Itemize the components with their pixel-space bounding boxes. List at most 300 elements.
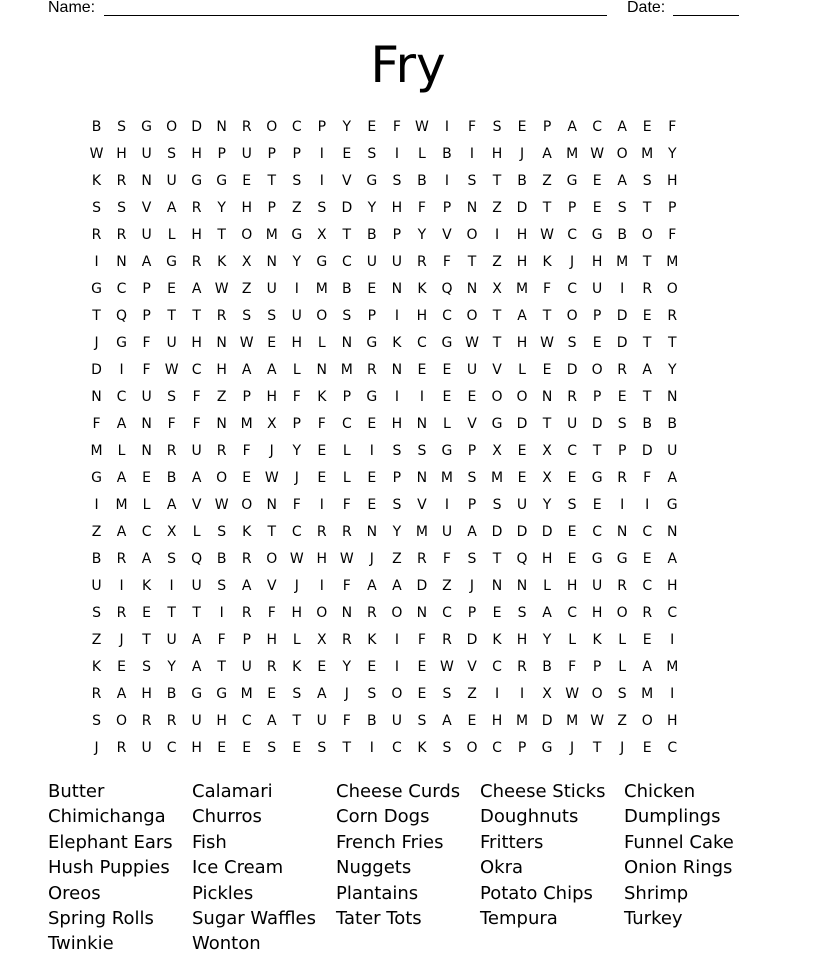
grid-letter[interactable]: I (394, 658, 399, 675)
grid-letter[interactable]: J (369, 550, 374, 567)
grid-letter[interactable]: A (191, 631, 202, 648)
grid-letter[interactable]: E (642, 631, 652, 648)
grid-letter[interactable]: S (167, 145, 177, 162)
grid-letter[interactable]: U (592, 280, 603, 297)
grid-letter[interactable]: N (416, 469, 428, 486)
grid-letter[interactable]: U (191, 442, 202, 459)
grid-letter[interactable]: V (417, 496, 427, 513)
grid-letter[interactable]: M (340, 361, 353, 378)
grid-letter[interactable]: N (266, 496, 277, 513)
grid-letter[interactable]: E (367, 469, 377, 486)
grid-letter[interactable]: U (391, 253, 403, 270)
grid-letter[interactable]: T (592, 739, 602, 756)
grid-letter[interactable]: B (367, 712, 377, 729)
grid-letter[interactable]: U (441, 523, 453, 540)
grid-letter[interactable]: K (91, 658, 102, 675)
grid-letter[interactable]: S (467, 550, 477, 567)
grid-letter[interactable]: W (415, 118, 429, 135)
grid-letter[interactable]: D (541, 523, 553, 540)
grid-letter[interactable]: C (191, 361, 202, 378)
grid-letter[interactable]: T (342, 226, 352, 243)
grid-letter[interactable]: O (241, 226, 253, 243)
grid-letter[interactable]: T (642, 388, 652, 405)
grid-letter[interactable]: S (442, 685, 452, 702)
grid-letter[interactable]: T (142, 631, 151, 648)
grid-letter[interactable]: R (141, 712, 152, 729)
grid-letter[interactable]: I (319, 577, 324, 594)
grid-letter[interactable]: M (240, 415, 253, 432)
grid-letter[interactable]: T (217, 658, 226, 675)
grid-letter[interactable]: Z (291, 199, 302, 216)
grid-letter[interactable]: A (667, 550, 678, 567)
grid-letter[interactable]: F (417, 199, 426, 216)
grid-letter[interactable]: R (266, 658, 277, 675)
grid-letter[interactable]: U (141, 226, 152, 243)
grid-letter[interactable]: M (415, 523, 428, 540)
grid-letter[interactable]: E (367, 118, 377, 135)
grid-letter[interactable]: O (641, 226, 653, 243)
grid-letter[interactable]: T (642, 334, 652, 351)
grid-letter[interactable]: T (642, 253, 652, 270)
grid-letter[interactable]: P (392, 226, 402, 243)
grid-letter[interactable]: P (242, 388, 251, 405)
grid-letter[interactable]: U (191, 577, 202, 594)
grid-letter[interactable]: L (568, 631, 577, 648)
grid-letter[interactable]: G (141, 118, 152, 135)
grid-letter[interactable]: E (267, 334, 277, 351)
grid-letter[interactable]: I (169, 577, 174, 594)
grid-letter[interactable]: H (666, 712, 678, 729)
grid-letter[interactable]: X (492, 280, 502, 297)
grid-letter[interactable]: W (339, 550, 354, 567)
grid-letter[interactable]: H (591, 253, 603, 270)
grid-letter[interactable]: C (492, 739, 502, 756)
grid-letter[interactable]: R (617, 469, 628, 486)
grid-letter[interactable]: R (91, 226, 102, 243)
grid-letter[interactable]: W (540, 226, 554, 243)
grid-letter[interactable]: G (116, 334, 127, 351)
grid-letter[interactable]: P (242, 631, 251, 648)
grid-letter[interactable]: F (342, 712, 351, 729)
grid-letter[interactable]: Y (542, 631, 552, 648)
grid-letter[interactable]: I (444, 118, 450, 135)
grid-letter[interactable]: S (242, 307, 252, 324)
grid-letter[interactable]: L (518, 361, 526, 378)
grid-letter[interactable]: E (642, 118, 652, 135)
grid-letter[interactable]: M (516, 280, 529, 297)
grid-letter[interactable]: G (291, 226, 303, 243)
grid-letter[interactable]: Y (342, 658, 352, 675)
grid-letter[interactable]: T (467, 253, 477, 270)
grid-letter[interactable]: A (542, 604, 552, 621)
grid-letter[interactable]: N (316, 361, 328, 378)
grid-letter[interactable]: Y (417, 226, 427, 243)
grid-letter[interactable]: K (141, 577, 152, 594)
grid-letter[interactable]: W (565, 685, 580, 702)
grid-letter[interactable]: C (116, 280, 127, 297)
grid-letter[interactable]: E (217, 739, 227, 756)
grid-letter[interactable]: E (542, 361, 552, 378)
grid-letter[interactable]: P (342, 388, 352, 405)
grid-letter[interactable]: C (667, 739, 678, 756)
grid-letter[interactable]: L (418, 145, 426, 162)
grid-letter[interactable]: S (492, 118, 502, 135)
grid-letter[interactable]: I (620, 280, 625, 297)
grid-letter[interactable]: A (517, 307, 527, 324)
grid-letter[interactable]: I (444, 172, 450, 189)
grid-letter[interactable]: L (443, 415, 451, 432)
grid-letter[interactable]: B (417, 172, 427, 189)
grid-letter[interactable]: G (366, 334, 378, 351)
grid-letter[interactable]: O (466, 226, 478, 243)
name-blank-line[interactable] (104, 15, 607, 16)
grid-letter[interactable]: L (292, 361, 301, 378)
grid-letter[interactable]: C (392, 739, 402, 756)
grid-letter[interactable]: H (266, 388, 277, 405)
grid-letter[interactable]: M (516, 712, 529, 729)
grid-letter[interactable]: S (617, 415, 627, 432)
grid-letter[interactable]: U (91, 577, 102, 594)
grid-letter[interactable]: C (442, 604, 452, 621)
grid-letter[interactable]: A (642, 361, 652, 378)
grid-letter[interactable]: E (517, 442, 527, 459)
grid-letter[interactable]: N (141, 172, 152, 189)
grid-letter[interactable]: R (116, 226, 127, 243)
grid-letter[interactable]: C (341, 253, 352, 270)
grid-letter[interactable]: G (366, 388, 378, 405)
grid-letter[interactable]: S (392, 172, 402, 189)
grid-letter[interactable]: P (142, 307, 151, 324)
grid-letter[interactable]: V (442, 226, 452, 243)
grid-letter[interactable]: C (567, 226, 577, 243)
grid-letter[interactable]: L (292, 631, 301, 648)
grid-letter[interactable]: J (570, 253, 575, 270)
grid-letter[interactable]: H (291, 604, 303, 621)
grid-letter[interactable]: H (241, 199, 252, 216)
grid-letter[interactable]: T (192, 604, 201, 621)
grid-letter[interactable]: I (444, 496, 450, 513)
grid-letter[interactable]: H (566, 577, 578, 594)
grid-letter[interactable]: A (166, 496, 177, 513)
grid-letter[interactable]: D (341, 199, 353, 216)
grid-letter[interactable]: T (167, 307, 176, 324)
grid-letter[interactable]: O (391, 685, 403, 702)
grid-letter[interactable]: S (567, 496, 577, 513)
grid-letter[interactable]: P (542, 118, 552, 135)
grid-letter[interactable]: I (119, 361, 124, 378)
grid-letter[interactable]: O (591, 685, 603, 702)
grid-letter[interactable]: U (566, 415, 578, 432)
grid-letter[interactable]: P (392, 469, 402, 486)
grid-letter[interactable]: O (266, 550, 278, 567)
grid-letter[interactable]: T (292, 712, 302, 729)
grid-letter[interactable]: G (166, 253, 178, 270)
grid-letter[interactable]: F (142, 334, 151, 351)
grid-letter[interactable]: E (492, 604, 502, 621)
grid-letter[interactable]: H (591, 604, 603, 621)
grid-letter[interactable]: S (317, 199, 327, 216)
grid-letter[interactable]: Y (392, 523, 402, 540)
grid-letter[interactable]: J (570, 739, 575, 756)
grid-letter[interactable]: S (167, 550, 177, 567)
grid-letter[interactable]: H (491, 712, 503, 729)
grid-letter[interactable]: B (642, 415, 652, 432)
grid-letter[interactable]: V (342, 172, 352, 189)
grid-letter[interactable]: W (89, 145, 104, 162)
grid-letter[interactable]: Z (392, 550, 402, 567)
grid-letter[interactable]: R (567, 388, 577, 405)
grid-letter[interactable]: H (516, 253, 528, 270)
grid-letter[interactable]: I (369, 739, 374, 756)
grid-letter[interactable]: R (316, 523, 327, 540)
grid-letter[interactable]: O (616, 604, 628, 621)
grid-letter[interactable]: X (166, 523, 177, 540)
grid-letter[interactable]: F (142, 361, 151, 378)
grid-letter[interactable]: R (116, 604, 127, 621)
grid-letter[interactable]: S (317, 739, 327, 756)
grid-letter[interactable]: K (317, 388, 327, 405)
grid-letter[interactable]: E (342, 145, 352, 162)
grid-letter[interactable]: O (566, 307, 578, 324)
grid-letter[interactable]: R (667, 307, 678, 324)
grid-letter[interactable]: U (592, 577, 603, 594)
grid-letter[interactable]: P (467, 496, 477, 513)
grid-letter[interactable]: R (617, 577, 628, 594)
grid-letter[interactable]: H (416, 307, 428, 324)
grid-letter[interactable]: S (217, 523, 227, 540)
grid-letter[interactable]: E (567, 469, 577, 486)
grid-letter[interactable]: M (265, 226, 278, 243)
grid-letter[interactable]: R (341, 631, 352, 648)
grid-letter[interactable]: S (292, 685, 302, 702)
grid-letter[interactable]: C (592, 118, 603, 135)
grid-letter[interactable]: S (392, 442, 402, 459)
grid-letter[interactable]: P (267, 145, 276, 162)
grid-letter[interactable]: T (492, 334, 502, 351)
grid-letter[interactable]: C (116, 388, 127, 405)
grid-letter[interactable]: I (419, 388, 424, 405)
grid-letter[interactable]: K (91, 172, 102, 189)
grid-letter[interactable]: W (440, 658, 454, 675)
grid-letter[interactable]: I (319, 145, 324, 162)
grid-letter[interactable]: I (494, 226, 500, 243)
grid-letter[interactable]: I (94, 496, 99, 513)
grid-letter[interactable]: D (516, 415, 528, 432)
grid-letter[interactable]: K (417, 739, 427, 756)
grid-letter[interactable]: C (141, 523, 152, 540)
grid-letter[interactable]: X (241, 253, 252, 270)
grid-letter[interactable]: E (242, 469, 252, 486)
grid-letter[interactable]: N (341, 334, 353, 351)
grid-letter[interactable]: E (567, 523, 577, 540)
grid-letter[interactable]: D (91, 361, 102, 378)
grid-letter[interactable]: E (592, 334, 602, 351)
grid-letter[interactable]: P (292, 145, 301, 162)
grid-letter[interactable]: S (267, 739, 277, 756)
grid-letter[interactable]: B (216, 550, 227, 567)
grid-letter[interactable]: N (416, 604, 428, 621)
grid-letter[interactable]: J (294, 469, 299, 486)
grid-letter[interactable]: N (141, 415, 152, 432)
grid-letter[interactable]: R (91, 685, 102, 702)
grid-letter[interactable]: M (666, 253, 679, 270)
grid-letter[interactable]: B (542, 658, 552, 675)
grid-letter[interactable]: C (492, 658, 502, 675)
grid-letter[interactable]: E (292, 739, 302, 756)
grid-letter[interactable]: S (117, 118, 126, 135)
grid-letter[interactable]: N (516, 577, 528, 594)
grid-letter[interactable]: H (316, 550, 328, 567)
grid-letter[interactable]: F (417, 631, 426, 648)
grid-letter[interactable]: R (642, 280, 653, 297)
grid-letter[interactable]: C (291, 118, 302, 135)
grid-letter[interactable]: F (217, 631, 226, 648)
grid-letter[interactable]: Y (667, 361, 677, 378)
grid-letter[interactable]: A (191, 469, 202, 486)
grid-letter[interactable]: D (516, 523, 528, 540)
grid-letter[interactable]: I (319, 496, 324, 513)
grid-letter[interactable]: F (392, 118, 401, 135)
grid-letter[interactable]: R (216, 442, 227, 459)
grid-letter[interactable]: B (667, 415, 678, 432)
grid-letter[interactable]: H (191, 334, 202, 351)
grid-letter[interactable]: R (166, 442, 177, 459)
grid-letter[interactable]: R (116, 739, 127, 756)
grid-letter[interactable]: J (269, 442, 274, 459)
grid-letter[interactable]: O (466, 739, 478, 756)
grid-letter[interactable]: L (167, 226, 176, 243)
grid-letter[interactable]: H (216, 712, 227, 729)
grid-letter[interactable]: C (642, 523, 653, 540)
grid-letter[interactable]: O (316, 307, 328, 324)
grid-letter[interactable]: T (542, 199, 552, 216)
grid-letter[interactable]: N (266, 253, 277, 270)
grid-letter[interactable]: M (315, 280, 328, 297)
grid-letter[interactable]: M (566, 145, 579, 162)
grid-letter[interactable]: G (491, 415, 503, 432)
grid-letter[interactable]: I (219, 604, 224, 621)
grid-letter[interactable]: H (191, 739, 202, 756)
grid-letter[interactable]: O (666, 280, 678, 297)
grid-letter[interactable]: H (491, 145, 503, 162)
grid-letter[interactable]: W (214, 496, 229, 513)
grid-letter[interactable]: R (166, 712, 177, 729)
grid-letter[interactable]: J (94, 739, 99, 756)
grid-letter[interactable]: E (642, 307, 652, 324)
grid-letter[interactable]: S (292, 172, 302, 189)
grid-letter[interactable]: A (141, 550, 152, 567)
grid-letter[interactable]: H (116, 145, 127, 162)
grid-letter[interactable]: E (442, 361, 452, 378)
grid-letter[interactable]: X (492, 442, 502, 459)
grid-letter[interactable]: Z (91, 523, 102, 540)
grid-letter[interactable]: H (541, 550, 553, 567)
grid-letter[interactable]: T (342, 739, 352, 756)
grid-letter[interactable]: P (592, 658, 602, 675)
grid-letter[interactable]: G (566, 172, 578, 189)
grid-letter[interactable]: T (267, 172, 277, 189)
grid-letter[interactable]: U (667, 442, 678, 459)
grid-letter[interactable]: X (542, 442, 552, 459)
grid-letter[interactable]: T (492, 307, 502, 324)
grid-letter[interactable]: A (667, 469, 678, 486)
grid-letter[interactable]: K (292, 658, 302, 675)
grid-letter[interactable]: C (567, 442, 577, 459)
grid-letter[interactable]: E (467, 712, 477, 729)
grid-letter[interactable]: S (367, 685, 377, 702)
grid-letter[interactable]: Z (241, 280, 252, 297)
grid-letter[interactable]: R (241, 604, 252, 621)
grid-letter[interactable]: E (317, 658, 327, 675)
grid-letter[interactable]: K (417, 280, 427, 297)
grid-letter[interactable]: S (417, 712, 427, 729)
grid-letter[interactable]: U (166, 172, 177, 189)
grid-letter[interactable]: M (90, 442, 103, 459)
grid-letter[interactable]: D (616, 334, 628, 351)
grid-letter[interactable]: U (166, 631, 177, 648)
grid-letter[interactable]: E (142, 604, 151, 621)
grid-letter[interactable]: N (341, 604, 353, 621)
grid-letter[interactable]: H (191, 226, 202, 243)
grid-letter[interactable]: P (317, 118, 327, 135)
grid-letter[interactable]: I (369, 442, 374, 459)
grid-letter[interactable]: E (592, 199, 602, 216)
grid-letter[interactable]: K (367, 631, 377, 648)
grid-letter[interactable]: N (466, 199, 478, 216)
grid-letter[interactable]: M (115, 496, 128, 513)
grid-letter[interactable]: B (517, 172, 527, 189)
grid-letter[interactable]: I (394, 388, 399, 405)
grid-letter[interactable]: O (391, 604, 403, 621)
grid-letter[interactable]: W (465, 334, 479, 351)
grid-letter[interactable]: R (216, 307, 227, 324)
grid-letter[interactable]: C (417, 334, 427, 351)
grid-letter[interactable]: D (191, 118, 203, 135)
grid-letter[interactable]: B (166, 685, 177, 702)
grid-letter[interactable]: F (668, 226, 677, 243)
grid-letter[interactable]: G (91, 280, 102, 297)
grid-letter[interactable]: F (467, 118, 477, 135)
grid-letter[interactable]: A (617, 118, 627, 135)
grid-letter[interactable]: P (592, 307, 602, 324)
grid-letter[interactable]: A (567, 118, 577, 135)
grid-letter[interactable]: P (668, 199, 677, 216)
grid-letter[interactable]: B (442, 145, 452, 162)
grid-letter[interactable]: O (516, 388, 528, 405)
grid-letter[interactable]: E (592, 496, 602, 513)
grid-letter[interactable]: U (316, 712, 327, 729)
grid-letter[interactable]: P (442, 199, 452, 216)
grid-letter[interactable]: P (617, 442, 627, 459)
grid-letter[interactable]: E (317, 469, 327, 486)
grid-letter[interactable]: E (417, 685, 427, 702)
grid-letter[interactable]: W (590, 712, 605, 729)
grid-letter[interactable]: Z (542, 172, 552, 189)
grid-letter[interactable]: T (542, 307, 552, 324)
grid-letter[interactable]: N (366, 523, 378, 540)
grid-letter[interactable]: C (567, 280, 577, 297)
grid-letter[interactable]: R (366, 604, 377, 621)
grid-letter[interactable]: M (566, 712, 579, 729)
grid-letter[interactable]: H (516, 631, 528, 648)
grid-letter[interactable]: H (666, 577, 678, 594)
grid-letter[interactable]: A (642, 658, 652, 675)
grid-letter[interactable]: D (466, 631, 478, 648)
grid-letter[interactable]: N (491, 577, 503, 594)
grid-letter[interactable]: J (519, 145, 525, 162)
grid-letter[interactable]: Z (492, 253, 502, 270)
grid-letter[interactable]: B (91, 118, 102, 135)
